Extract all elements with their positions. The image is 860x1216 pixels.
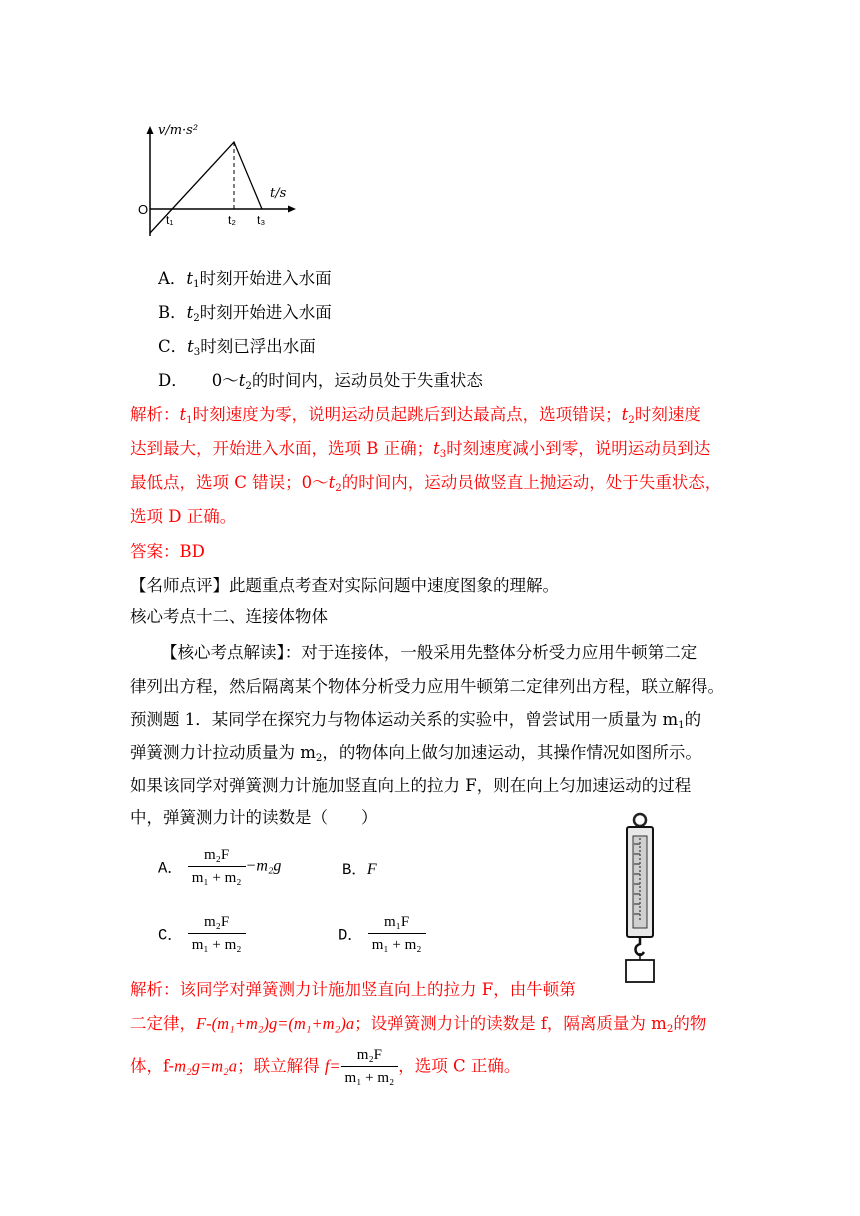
option-b-q2[interactable]: B．F <box>342 861 377 879</box>
tick-t1: t₁ <box>166 213 174 227</box>
question2-line2: 弹簧测力计拉动质量为 $m_2$，的物体向上做匀加速运动，其操作情况如图所示。 <box>130 743 702 765</box>
question2-line1: 预测题 1．某同学在探究力与物体运动关系的实验中，曾尝试用一质量为 $m_1$的 <box>130 710 702 732</box>
spring-scale-image <box>610 810 680 990</box>
fraction-d: $\frac{\text{m₁F}}{\text{m₁ + m₂}}$ <box>368 913 426 954</box>
question2-line3: 如果该同学对弹簧测力计施加竖直向上的拉力 F，则在向上匀加速运动的过程 <box>130 776 692 795</box>
analysis1-line1: 解析：$t_1$时刻速度为零，说明运动员起跳后到达最高点，选项错误；$t_2$时刻速度 <box>130 405 701 427</box>
analysis2-line2: 二定律，F-(m₁+m₂)g=(m₁+m₂)a；设弹簧测力计的读数是 f，隔离质量为 $m_2$的物 <box>130 1014 707 1036</box>
tick-t3: t₃ <box>257 213 266 227</box>
option-c-q1[interactable]: C．$t_3$时刻已浮出水面 <box>158 337 316 359</box>
section-title: 核心考点十二、连接体物体 <box>130 607 328 626</box>
option-c-q2[interactable]: C． $\frac{\text{m₂F}}{\text{m₁ + m₂}}$ <box>158 913 246 954</box>
fraction-result: $\frac{\text{m₂F}}{\text{m₁ + m₂}}$ <box>341 1046 399 1087</box>
interpretation-line2: 律列出方程，然后隔离某个物体分析受力应用牛顿第二定律列出方程，联立解得。 <box>130 677 724 696</box>
tick-t2: t₂ <box>228 213 236 227</box>
option-a-q2[interactable]: A． $\frac{\text{m₂F}}{\text{m₁ + m₂}}$ −m₂g <box>158 847 282 886</box>
origin-label: O <box>138 202 149 217</box>
velocity-time-graph <box>130 112 305 237</box>
question2-line4: 中，弹簧测力计的读数是（ ） <box>130 808 378 827</box>
x-axis-arrow <box>288 206 296 213</box>
option-d-q2[interactable]: D． $\frac{\text{m₁F}}{\text{m₁ + m₂}}$ <box>338 913 426 954</box>
fraction-c: $\frac{\text{m₂F}}{\text{m₁ + m₂}}$ <box>188 913 246 954</box>
y-axis-label: v/m·s² <box>158 123 199 138</box>
x-axis-label: t/s <box>270 186 287 201</box>
analysis2-line3: 体，f-m₂g=m₂a；联立解得 f= $\frac{\text{m₂F}}{\text{m₁ + m₂}}$ ，选项 C 正确。 <box>130 1047 521 1086</box>
teacher-comment: 【名师点评】此题重点考查对实际问题中速度图象的理解。 <box>130 576 559 595</box>
option-d-q1[interactable]: D． $0\sim t_2$的时间内，运动员处于失重状态 <box>158 371 483 393</box>
analysis1-line4: 选项 D 正确。 <box>130 507 237 526</box>
interpretation-line1: 【核心考点解读】：对于连接体，一般采用先整体分析受力应用牛顿第二定 <box>161 643 698 662</box>
analysis1-line2: 达到最大，开始进入水面，选项 B 正确；$t_3$时刻速度减小到零，说明运动员到达 <box>130 439 711 461</box>
analysis1-line3: 最低点，选项 C 错误；$0\sim t_2$的时间内，运动员做竖直上抛运动，处于失重状态， <box>130 473 722 495</box>
y-axis-arrow <box>147 126 154 134</box>
option-b-q1[interactable]: B．$t_2$时刻开始进入水面 <box>158 303 332 325</box>
option-a-q1[interactable]: A．$t_1$时刻开始进入水面 <box>158 269 332 291</box>
answer: 答案：BD <box>130 542 205 561</box>
fraction-a: $\frac{\text{m₂F}}{\text{m₁ + m₂}}$ <box>188 846 246 887</box>
analysis2-line1: 解析：该同学对弹簧测力计施加竖直向上的拉力 F，由牛顿第 <box>130 980 576 999</box>
